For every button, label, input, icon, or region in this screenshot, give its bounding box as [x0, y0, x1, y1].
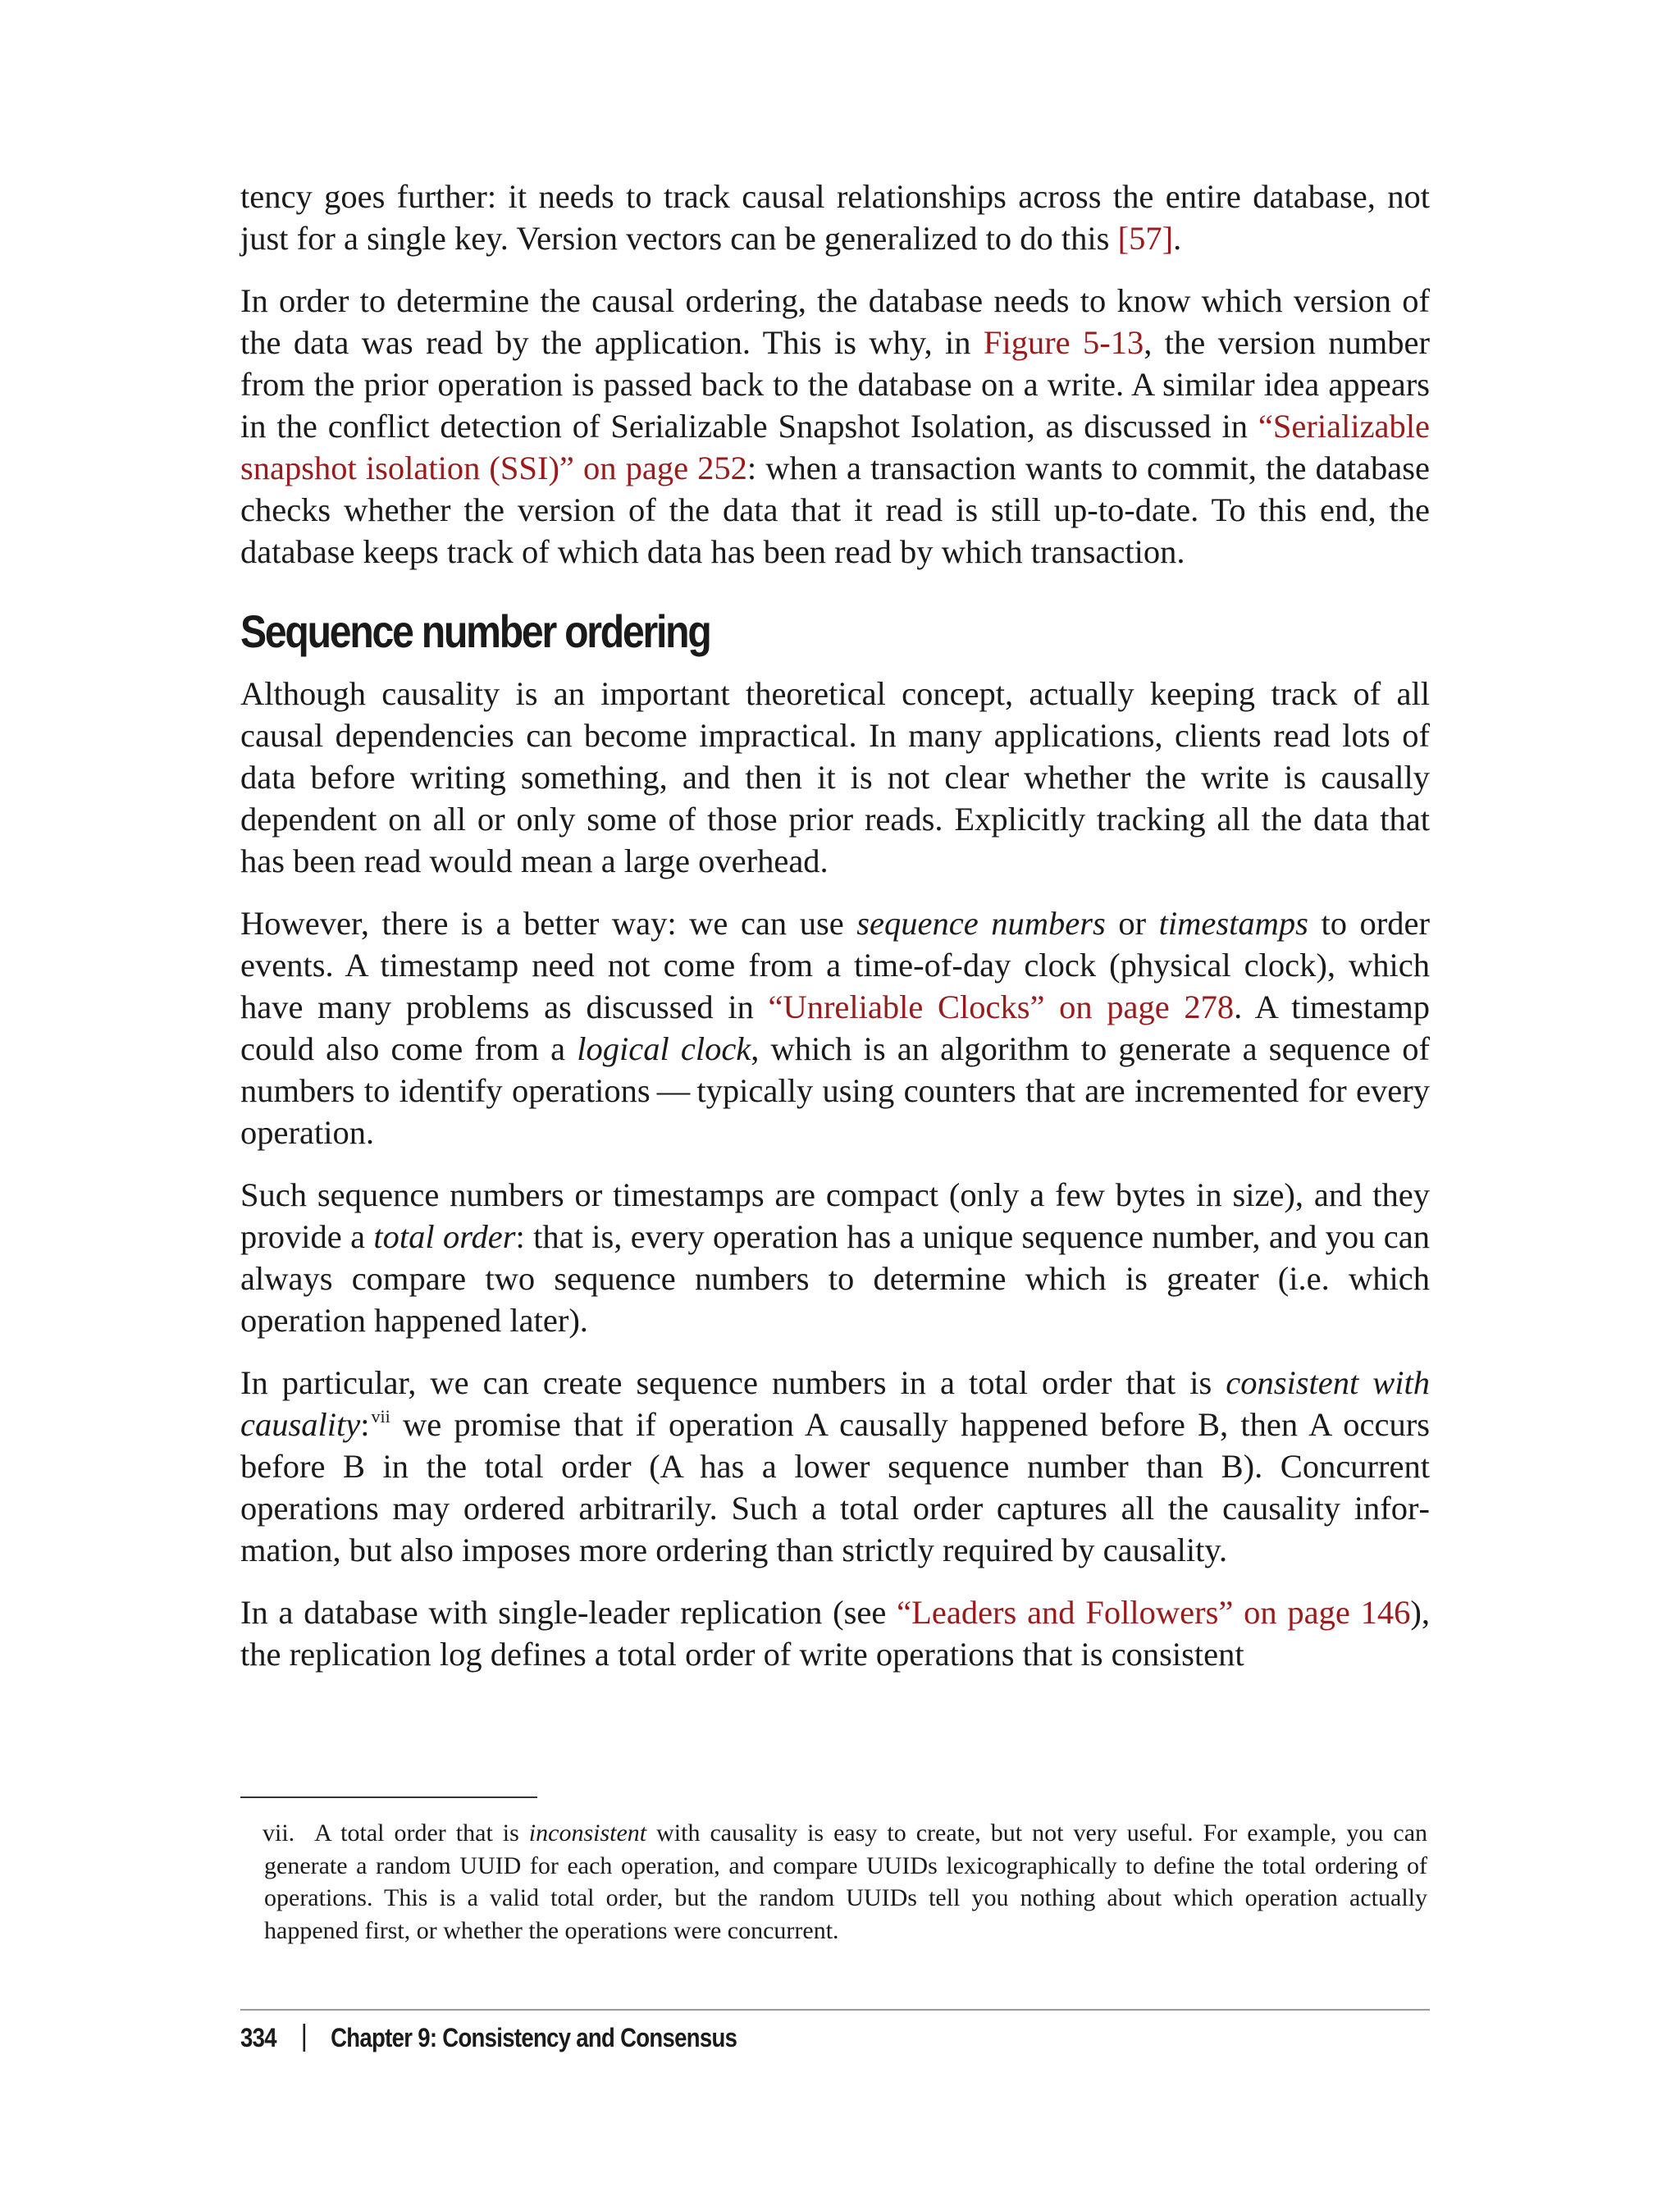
footnote-marker: vii. [262, 1819, 295, 1847]
footer-divider [240, 2009, 1430, 2011]
emphasis-consistent-with-causality: consistent with causality [240, 1364, 1430, 1443]
paragraph-0-end: . [1173, 220, 1182, 257]
footnote-vii [264, 1817, 1427, 1947]
paragraph-0 [240, 176, 1430, 259]
paragraph-1-text-1: In order to determine the causal ordering, the database needs to know which version of the data was read by the application. This is why, in [240, 282, 1430, 361]
paragraph-4-text-2: : that is, every operation has a unique sequence number, and you can always compare two sequence numbers to determine which is greater (i.e. which operation happened later). [240, 1218, 1430, 1339]
paragraph-5-text-2: we promise that if operation A causally happened before B, then A occurs before B in the total order (A has a lower sequence number than B). Concurrent operations may ordered arbitrarily. Such a total order captures all the causality information, but also imposes more ordering than strictly required by causality. [240, 1406, 1430, 1568]
leaders-and-followers-link[interactable]: “Leaders and Followers” on page 146 [897, 1594, 1411, 1631]
figure-5-13-link[interactable]: Figure 5-13 [983, 324, 1144, 361]
paragraph-0-text: tency goes further: it needs to track causal relationships across the entire database, not just for a single key. Version vectors can be generalized to do this [240, 178, 1430, 257]
paragraph-5 [240, 1362, 1430, 1571]
paragraph-6 [240, 1591, 1430, 1675]
footnote-text-1: A total order that is [314, 1819, 529, 1847]
paragraph-5-colon: : [360, 1406, 370, 1443]
paragraph-5-text-1: In particular, we can create sequence numbers in a total order that is [240, 1364, 1226, 1401]
reference-close-bracket: ] [1162, 220, 1174, 257]
emphasis-total-order: total order [373, 1218, 516, 1255]
reference-57-link[interactable] [1118, 220, 1174, 257]
emphasis-sequence-numbers: sequence numbers [856, 905, 1106, 942]
page-content [240, 176, 1430, 1696]
paragraph-1 [240, 280, 1430, 573]
footer-separator [304, 2024, 306, 2052]
unreliable-clocks-link[interactable]: “Unreliable Clocks” on page 278 [768, 988, 1235, 1025]
paragraph-3-text-1: However, there is a better way: we can use [240, 905, 857, 942]
paragraph-3 [240, 902, 1430, 1153]
section-heading: Sequence number ordering [240, 605, 710, 657]
footnote-text-2: with causality is easy to create, but not very useful. For example, you can generate a random UUID for each operation, and compare UUIDs lexicographically to define the total ordering of operations. This is a valid total order, but the random UUIDs tell you nothing about which operation actually happened first, or whether the operations were concurrent. [264, 1819, 1428, 1944]
emphasis-timestamps: timestamps [1158, 905, 1308, 942]
paragraph-3-text-5: , which is an algorithm to generate a sequence of numbers to identify operations — typically using counters that are incremented for every operation. [240, 1030, 1430, 1151]
paragraph-2: Although causality is an important theoretical concept, actually keeping track of all causal dependencies can become impractical. In many applications, clients read lots of data before writing something, and then it is not clear whether the write is causally dependent on all or only some of those prior reads. Explicitly tracking all the data that has been read would mean a large overhead. [240, 675, 1430, 879]
paragraph-4-text-1: Such sequence numbers or timestamps are compact (only a few bytes in size), and they provide a [240, 1176, 1430, 1255]
paragraph-4 [240, 1174, 1430, 1341]
paragraph-1-text-3: : when a transaction wants to commit, the database checks whether the version of the data that it read is still up-to-date. To this end, the database keeps track of which data has been read by which transaction. [240, 450, 1430, 570]
page-number: 334 [240, 2022, 276, 2052]
paragraph-6-text-1: In a database with single-leader replication (see [240, 1594, 897, 1631]
reference-number: 57 [1129, 220, 1162, 257]
paragraph-6-text-2: ), the replication log defines a total order of write operations that is consistent [240, 1594, 1431, 1673]
reference-open-bracket: [ [1117, 220, 1130, 257]
footnote-divider [240, 1796, 537, 1798]
emphasis-logical-clock: logical clock [577, 1030, 751, 1067]
chapter-title: Chapter 9: Consistency and Consensus [331, 2022, 737, 2052]
paragraph-1-text-2: , the version number from the prior operation is passed back to the database on a write. A similar idea appears in the conflict detection of Serializable Snapshot Isolation, as discussed in [240, 324, 1430, 445]
ssi-section-link[interactable]: “Serializable snapshot isolation (SSI)” on page 252 [240, 408, 1430, 486]
page-footer [240, 2020, 737, 2056]
footnote-reference-vii[interactable]: vii [371, 1406, 390, 1427]
emphasis-inconsistent: inconsistent [528, 1819, 647, 1847]
paragraph-3-text-3: to order events. A timestamp need not come from a time-of-day clock (physical clock), which have many problems as discussed in [240, 905, 1430, 1025]
paragraph-3-text-2: or [1105, 905, 1159, 942]
paragraph-3-text-4: . A timestamp could also come from a [240, 988, 1430, 1067]
